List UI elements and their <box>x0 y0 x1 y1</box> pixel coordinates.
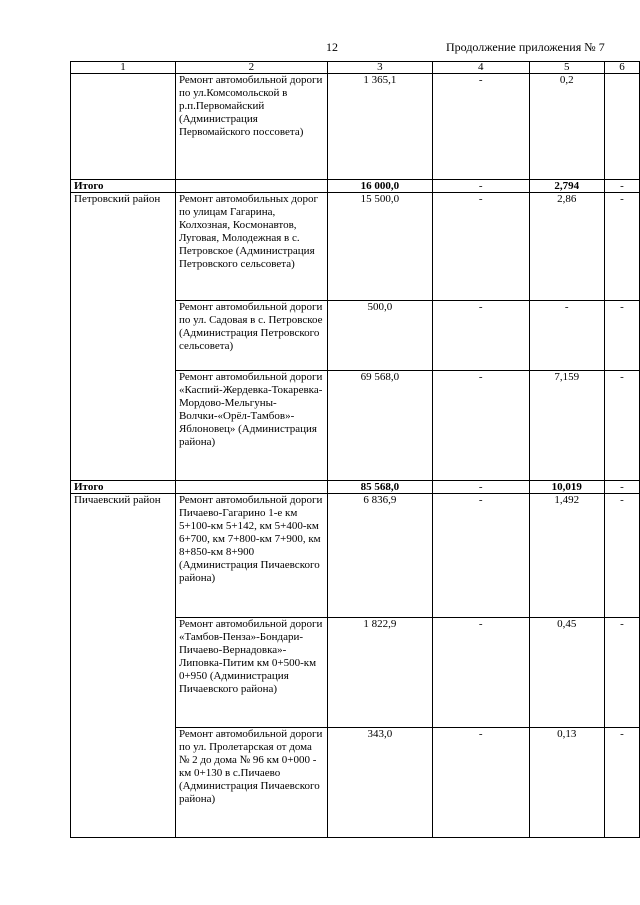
column-4-cell: - <box>432 618 529 728</box>
total-label: Итого <box>71 180 176 193</box>
amount-cell: 343,0 <box>327 728 432 838</box>
column-4-cell: - <box>432 728 529 838</box>
column-6-cell: - <box>604 618 639 728</box>
column-6-cell: - <box>604 494 639 618</box>
table-header-row <box>71 62 640 74</box>
amount-cell: 69 568,0 <box>327 371 432 481</box>
column-6-cell <box>604 74 639 180</box>
column-4-cell: - <box>432 193 529 301</box>
column-header: 5 <box>529 62 604 74</box>
table-row <box>71 494 640 618</box>
amount-cell: 6 836,9 <box>327 494 432 618</box>
length-cell: 0,2 <box>529 74 604 180</box>
work-description-cell: Ремонт автомобильных дорог по улицам Гагарина, Колхозная, Космонавтов, Луговая, Молодежная в с. Петровское (Администрация Петровского сельсовета) <box>175 193 327 301</box>
column-6-cell: - <box>604 481 639 494</box>
total-length-cell: 10,019 <box>529 481 604 494</box>
column-4-cell: - <box>432 74 529 180</box>
total-amount-cell: 85 568,0 <box>327 481 432 494</box>
amount-cell: 500,0 <box>327 301 432 371</box>
column-6-cell: - <box>604 728 639 838</box>
column-6-cell: - <box>604 180 639 193</box>
work-description-cell: Ремонт автомобильной дороги «Каспий-Жердевка-Токаревка-Мордово-Мельгуны-Волчки-«Орёл-Тамбов»-Яблоновец» (Администрация района) <box>175 371 327 481</box>
page-number: 12 <box>326 40 338 54</box>
column-header: 1 <box>71 62 176 74</box>
table-row <box>71 74 640 180</box>
column-4-cell: - <box>432 180 529 193</box>
length-cell: 0,45 <box>529 618 604 728</box>
total-length-cell: 2,794 <box>529 180 604 193</box>
column-header: 6 <box>604 62 639 74</box>
appendix-continuation-label: Продолжение приложения № 7 <box>446 40 605 54</box>
district-cell: Петровский район <box>71 193 176 481</box>
column-4-cell: - <box>432 371 529 481</box>
empty-cell <box>175 481 327 494</box>
work-description-cell: Ремонт автомобильной дороги по ул. Садовая в с. Петровское (Администрация Петровского сельсовета) <box>175 301 327 371</box>
length-cell: - <box>529 301 604 371</box>
work-description-cell: Ремонт автомобильной дороги по ул. Пролетарская от дома № 2 до дома № 96 км 0+000 - км 0+130 в с.Пичаево (Администрация Пичаевского района) <box>175 728 327 838</box>
empty-cell <box>175 180 327 193</box>
total-label: Итого <box>71 481 176 494</box>
total-amount-cell: 16 000,0 <box>327 180 432 193</box>
length-cell: 2,86 <box>529 193 604 301</box>
amount-cell: 15 500,0 <box>327 193 432 301</box>
total-row <box>71 481 640 494</box>
work-description-cell: Ремонт автомобильной дороги по ул.Комсомольской в р.п.Первомайский (Администрация Первомайского поссовета) <box>175 74 327 180</box>
column-4-cell: - <box>432 481 529 494</box>
column-header: 4 <box>432 62 529 74</box>
column-4-cell: - <box>432 301 529 371</box>
column-6-cell: - <box>604 371 639 481</box>
length-cell: 0,13 <box>529 728 604 838</box>
column-header: 2 <box>175 62 327 74</box>
amount-cell: 1 365,1 <box>327 74 432 180</box>
length-cell: 7,159 <box>529 371 604 481</box>
work-description-cell: Ремонт автомобильной дороги Пичаево-Гагарино 1-е км 5+100-км 5+142, км 5+400-км 6+700, км 7+800-км 7+900, км 8+850-км 8+900 (Администрация Пичаевского района) <box>175 494 327 618</box>
amount-cell: 1 822,9 <box>327 618 432 728</box>
column-6-cell: - <box>604 193 639 301</box>
district-cell <box>71 74 176 180</box>
column-4-cell: - <box>432 494 529 618</box>
length-cell: 1,492 <box>529 494 604 618</box>
total-row <box>71 180 640 193</box>
column-header: 3 <box>327 62 432 74</box>
column-6-cell: - <box>604 301 639 371</box>
works-table <box>70 61 640 838</box>
work-description-cell: Ремонт автомобильной дороги «Тамбов-Пенза»-Бондари-Пичаево-Вернадовка»-Липовка-Питим км 0+500-км 0+950 (Администрация Пичаевского района) <box>175 618 327 728</box>
table-row <box>71 193 640 301</box>
district-cell: Пичаевский район <box>71 494 176 838</box>
